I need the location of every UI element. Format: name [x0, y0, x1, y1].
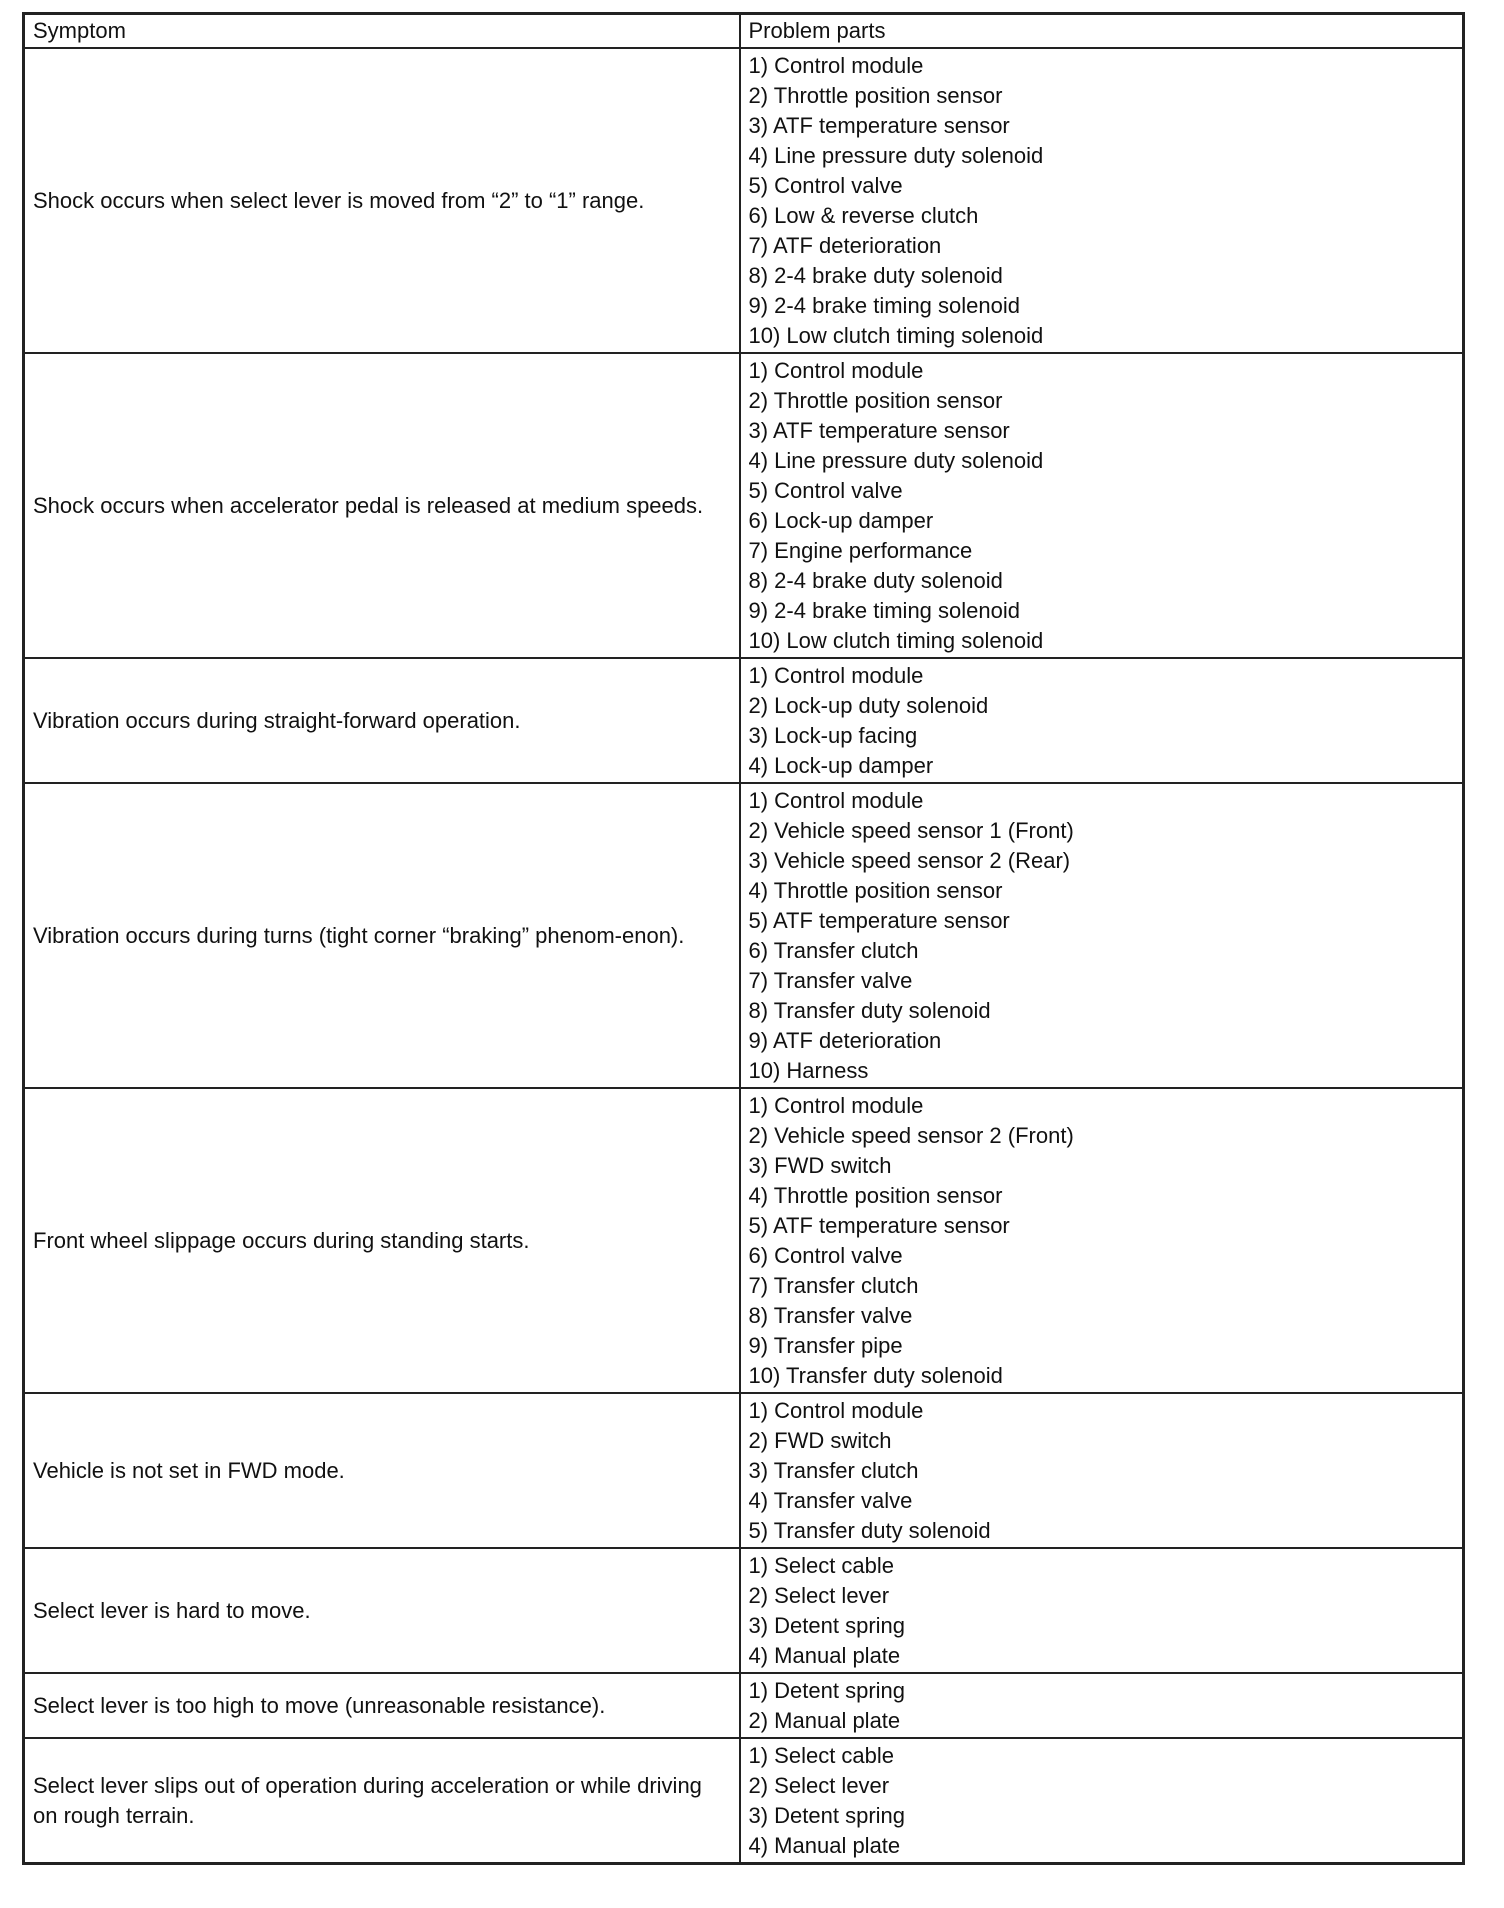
problem-parts-cell — [740, 1548, 1464, 1673]
problem-part-item: 1) Control module — [748, 1093, 924, 1118]
problem-part-item: 2) Vehicle speed sensor 1 (Front) — [748, 818, 1074, 843]
table-row — [24, 1548, 1464, 1673]
problem-part-item: 8) 2-4 brake duty solenoid — [748, 263, 1003, 288]
problem-part-item: 7) Transfer valve — [748, 968, 913, 993]
problem-part-item: 10) Low clutch timing solenoid — [748, 323, 1044, 348]
table-body — [24, 48, 1464, 1864]
problem-part-item: 3) Transfer clutch — [748, 1458, 919, 1483]
problem-parts-cell — [740, 48, 1464, 353]
problem-part-item: 5) Transfer duty solenoid — [748, 1518, 991, 1543]
problem-part-item: 4) Throttle position sensor — [748, 878, 1003, 903]
problem-part-item: 6) Low & reverse clutch — [748, 203, 979, 228]
symptom-cell: Select lever slips out of operation during acceleration or while driving on rough terrain. — [24, 1738, 740, 1864]
problem-part-item: 3) Lock-up facing — [748, 723, 918, 748]
problem-part-item: 1) Control module — [748, 53, 924, 78]
document-page — [22, 12, 1462, 1865]
header-row — [24, 14, 1464, 49]
problem-part-item: 10) Transfer duty solenoid — [748, 1363, 1003, 1388]
problem-part-item: 2) Lock-up duty solenoid — [748, 693, 989, 718]
problem-parts-cell — [740, 353, 1464, 658]
symptom-cell: Select lever is too high to move (unreasonable resistance). — [24, 1673, 740, 1738]
problem-part-item: 1) Select cable — [748, 1743, 895, 1768]
problem-part-item: 5) ATF temperature sensor — [748, 1213, 1010, 1238]
symptom-cell: Shock occurs when select lever is moved from “2” to “1” range. — [24, 48, 740, 353]
problem-part-item: 10) Low clutch timing solenoid — [748, 628, 1044, 653]
problem-part-item: 10) Harness — [748, 1058, 869, 1083]
problem-part-item: 9) ATF deterioration — [748, 1028, 942, 1053]
problem-part-item: 7) ATF deterioration — [748, 233, 942, 258]
problem-part-item: 2) Manual plate — [748, 1708, 901, 1733]
problem-part-item: 3) ATF temperature sensor — [748, 113, 1010, 138]
problem-part-item: 2) FWD switch — [748, 1428, 892, 1453]
problem-part-item: 9) Transfer pipe — [748, 1333, 903, 1358]
table-row — [24, 1393, 1464, 1548]
table-row — [24, 1738, 1464, 1864]
problem-part-item: 3) ATF temperature sensor — [748, 418, 1010, 443]
problem-part-item: 1) Control module — [748, 358, 924, 383]
header-symptom: Symptom — [24, 14, 740, 49]
problem-part-item: 3) Vehicle speed sensor 2 (Rear) — [748, 848, 1071, 873]
table-row — [24, 353, 1464, 658]
problem-part-item: 4) Manual plate — [748, 1643, 901, 1668]
table-row — [24, 783, 1464, 1088]
problem-parts-cell — [740, 1673, 1464, 1738]
problem-part-item: 6) Control valve — [748, 1243, 903, 1268]
symptom-cell: Vibration occurs during turns (tight corner “braking” phenom-enon). — [24, 783, 740, 1088]
problem-part-item: 9) 2-4 brake timing solenoid — [748, 598, 1020, 623]
table-row — [24, 1673, 1464, 1738]
problem-part-item: 8) 2-4 brake duty solenoid — [748, 568, 1003, 593]
problem-part-item: 6) Lock-up damper — [748, 508, 934, 533]
symptom-cell: Shock occurs when accelerator pedal is released at medium speeds. — [24, 353, 740, 658]
problem-part-item: 4) Throttle position sensor — [748, 1183, 1003, 1208]
symptom-cell: Vehicle is not set in FWD mode. — [24, 1393, 740, 1548]
problem-parts-cell — [740, 783, 1464, 1088]
problem-part-item: 5) Control valve — [748, 478, 903, 503]
symptom-cell: Front wheel slippage occurs during standing starts. — [24, 1088, 740, 1393]
problem-part-item: 4) Line pressure duty solenoid — [748, 448, 1044, 473]
problem-part-item: 8) Transfer valve — [748, 1303, 913, 1328]
problem-part-item: 3) Detent spring — [748, 1613, 906, 1638]
header-problem-parts: Problem parts — [740, 14, 1464, 49]
problem-parts-cell — [740, 658, 1464, 783]
problem-part-item: 2) Throttle position sensor — [748, 388, 1003, 413]
problem-part-item: 3) FWD switch — [748, 1153, 892, 1178]
problem-part-item: 4) Transfer valve — [748, 1488, 913, 1513]
problem-part-item: 6) Transfer clutch — [748, 938, 919, 963]
problem-part-item: 1) Detent spring — [748, 1678, 906, 1703]
problem-part-item: 8) Transfer duty solenoid — [748, 998, 991, 1023]
problem-part-item: 1) Select cable — [748, 1553, 895, 1578]
problem-part-item: 4) Manual plate — [748, 1833, 901, 1858]
table-row — [24, 658, 1464, 783]
problem-part-item: 2) Vehicle speed sensor 2 (Front) — [748, 1123, 1074, 1148]
problem-part-item: 1) Control module — [748, 788, 924, 813]
problem-part-item: 9) 2-4 brake timing solenoid — [748, 293, 1020, 318]
problem-parts-cell — [740, 1088, 1464, 1393]
problem-part-item: 7) Engine performance — [748, 538, 973, 563]
table-row — [24, 1088, 1464, 1393]
problem-parts-cell — [740, 1393, 1464, 1548]
symptom-cell: Vibration occurs during straight-forward operation. — [24, 658, 740, 783]
symptom-cell: Select lever is hard to move. — [24, 1548, 740, 1673]
problem-part-item: 5) Control valve — [748, 173, 903, 198]
problem-part-item: 3) Detent spring — [748, 1803, 906, 1828]
problem-part-item: 2) Select lever — [748, 1583, 890, 1608]
problem-parts-cell — [740, 1738, 1464, 1864]
problem-part-item: 4) Line pressure duty solenoid — [748, 143, 1044, 168]
problem-part-item: 5) ATF temperature sensor — [748, 908, 1010, 933]
problem-part-item: 2) Throttle position sensor — [748, 83, 1003, 108]
problem-part-item: 1) Control module — [748, 663, 924, 688]
problem-part-item: 1) Control module — [748, 1398, 924, 1423]
problem-part-item: 2) Select lever — [748, 1773, 890, 1798]
problem-part-item: 7) Transfer clutch — [748, 1273, 919, 1298]
troubleshooting-table — [22, 12, 1465, 1865]
problem-part-item: 4) Lock-up damper — [748, 753, 934, 778]
table-row — [24, 48, 1464, 353]
